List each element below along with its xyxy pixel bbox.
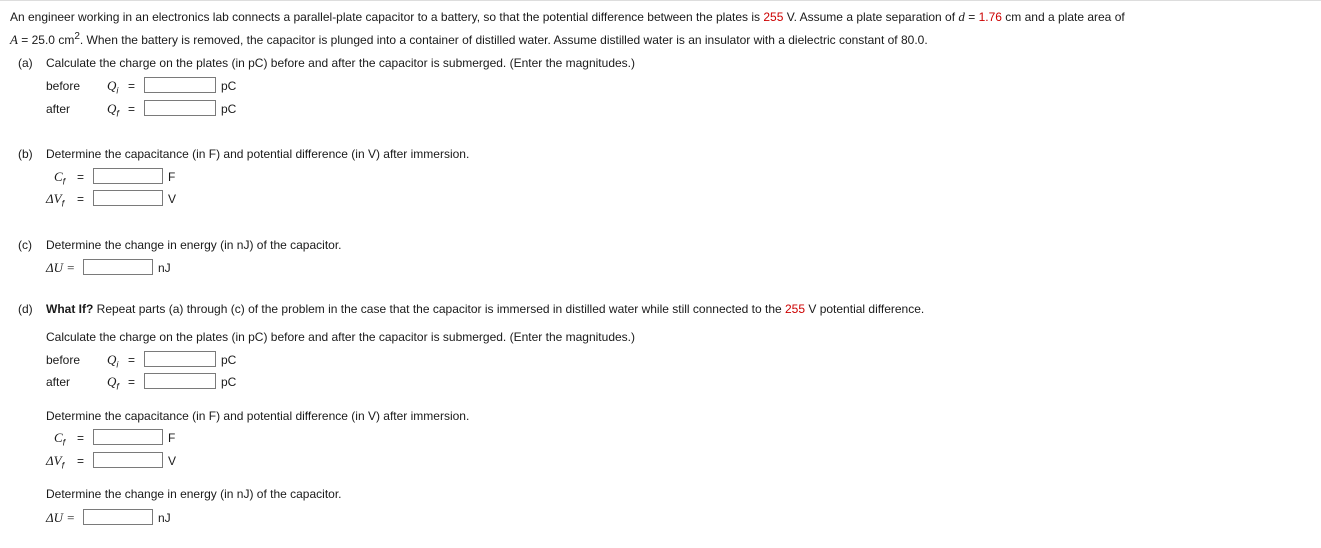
du-symbol: [46, 260, 75, 276]
equals-sign: =: [77, 431, 85, 445]
part-d-qi-input[interactable]: [144, 351, 216, 367]
q-letter: Q: [107, 352, 117, 367]
q-letter: Q: [107, 78, 117, 93]
subscript-f: f: [116, 108, 119, 119]
unit-f: F: [168, 170, 176, 184]
equals-sign: =: [128, 375, 136, 389]
dvf-symbol: [46, 191, 64, 211]
part-c-label: (c): [18, 238, 32, 252]
subscript-f: f: [61, 460, 65, 471]
subscript-f: f: [62, 437, 66, 448]
q-letter: Q: [107, 374, 117, 389]
part-a-qf-input[interactable]: [144, 100, 216, 116]
top-divider: [0, 0, 1321, 1]
question-text: Repeat parts (a) through (c) of the problem in the case that the capacitor is immersed in distilled water while still connected to the: [93, 302, 785, 316]
before-label: before: [46, 79, 81, 93]
a-symbol: A: [10, 32, 18, 47]
qf-symbol: [107, 101, 119, 121]
du-symbol: [46, 510, 75, 526]
qi-symbol: [107, 352, 118, 372]
part-d-cf-input[interactable]: [93, 429, 163, 445]
part-a-question: Calculate the charge on the plates (in pC) before and after the capacitor is submerged. (Enter the magnitudes.): [46, 56, 635, 70]
after-label: after: [46, 375, 71, 389]
part-d-label: (d): [18, 302, 33, 316]
unit-pc: pC: [221, 79, 237, 93]
intro-text: An engineer working in an electronics lab connects a parallel-plate capacitor to a battery, so that the potential difference between the plates is: [10, 10, 764, 24]
part-b-dvf-input[interactable]: [93, 190, 163, 206]
delta-v: ΔV: [46, 191, 62, 206]
voltage-value: 255: [785, 302, 806, 316]
question-text: V potential difference.: [805, 302, 925, 316]
part-d-du-input[interactable]: [83, 509, 153, 525]
part-d-energy-question: Determine the change in energy (in nJ) of the capacitor.: [46, 487, 342, 501]
c-letter: C: [54, 430, 63, 445]
equals-sign: =: [77, 170, 85, 184]
equals-sign: =: [128, 102, 136, 116]
part-d-charge-question: Calculate the charge on the plates (in pC) before and after the capacitor is submerged. (Enter the magnitudes.): [46, 330, 635, 344]
intro-text: V. Assume a plate separation of: [783, 10, 959, 24]
delta-u: ΔU =: [46, 510, 76, 525]
problem-statement: [10, 7, 1310, 50]
intro-text: =: [964, 10, 979, 24]
qi-symbol: [107, 78, 118, 98]
part-a-label: (a): [18, 56, 33, 70]
part-d-qf-input[interactable]: [144, 373, 216, 389]
equals-sign: =: [128, 353, 136, 367]
delta-u: ΔU =: [46, 260, 76, 275]
q-letter: Q: [107, 101, 117, 116]
subscript-i: i: [116, 85, 119, 96]
equals-sign: =: [77, 454, 85, 468]
part-d-question: [46, 301, 924, 317]
part-b-label: (b): [18, 147, 33, 161]
part-c-du-input[interactable]: [83, 259, 153, 275]
unit-pc: pC: [221, 375, 237, 389]
part-b-cf-input[interactable]: [93, 168, 163, 184]
part-d-capacitance-question: Determine the capacitance (in F) and potential difference (in V) after immersion.: [46, 409, 470, 423]
part-c-question: Determine the change in energy (in nJ) of the capacitor.: [46, 238, 342, 252]
part-a-qi-input[interactable]: [144, 77, 216, 93]
cf-symbol: [54, 169, 65, 189]
subscript-i: i: [116, 359, 119, 370]
part-d-dvf-input[interactable]: [93, 452, 163, 468]
before-label: before: [46, 353, 81, 367]
dvf-symbol: [46, 453, 64, 473]
unit-f: F: [168, 431, 176, 445]
what-if-label: What If?: [46, 302, 94, 316]
unit-pc: pC: [221, 353, 237, 367]
unit-nj: nJ: [158, 511, 171, 525]
separation-value: 1.76: [978, 10, 1002, 24]
intro-text: = 25.0 cm: [17, 33, 75, 47]
equals-sign: =: [128, 79, 136, 93]
qf-symbol: [107, 374, 119, 394]
delta-v: ΔV: [46, 453, 62, 468]
c-letter: C: [54, 169, 63, 184]
subscript-f: f: [116, 381, 119, 392]
intro-text: cm and a plate area of: [1001, 10, 1125, 24]
unit-v: V: [168, 192, 177, 206]
voltage-value: 255: [763, 10, 784, 24]
superscript: 2: [74, 31, 80, 42]
unit-nj: nJ: [158, 261, 171, 275]
subscript-f: f: [62, 176, 66, 187]
after-label: after: [46, 102, 71, 116]
cf-symbol: [54, 430, 65, 450]
unit-v: V: [168, 454, 177, 468]
unit-pc: pC: [221, 102, 237, 116]
subscript-f: f: [61, 198, 65, 209]
part-b-question: Determine the capacitance (in F) and potential difference (in V) after immersion.: [46, 147, 470, 161]
d-symbol: d: [958, 9, 965, 24]
equals-sign: =: [77, 192, 85, 206]
intro-text: . When the battery is removed, the capacitor is plunged into a container of distilled water. Assume distilled water is an insulator with a dielectric constant of 80.0.: [79, 33, 928, 47]
